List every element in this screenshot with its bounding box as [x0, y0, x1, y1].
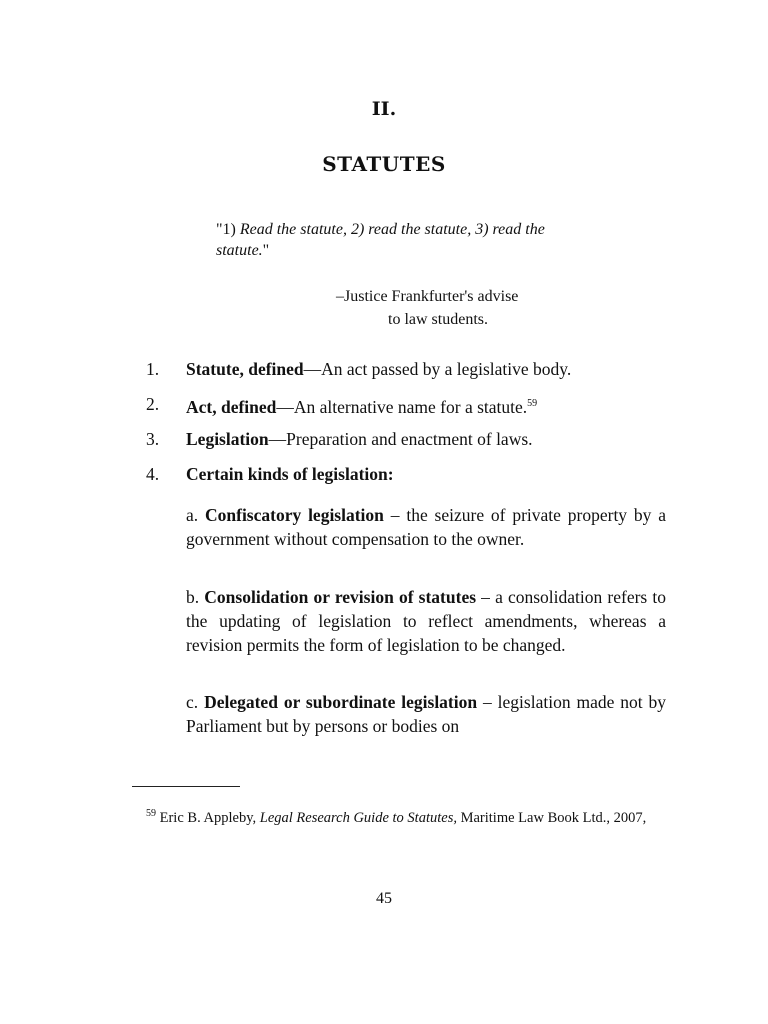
- chapter-number: II.: [371, 98, 397, 120]
- item-number: 4.: [146, 464, 160, 484]
- subitem-letter: c.: [186, 692, 199, 712]
- item-content: [186, 392, 537, 419]
- footnote-reference: 59: [527, 398, 538, 409]
- page-number: 45: [376, 890, 392, 907]
- item-number: 1.: [146, 359, 160, 379]
- subitem-term: Consolidation or revision of statutes: [204, 587, 477, 607]
- chapter-title: STATUTES: [322, 152, 446, 176]
- subitem-a: [186, 503, 666, 551]
- item-separator: —: [268, 429, 287, 449]
- list-item: [146, 462, 666, 497]
- item-term: Act, defined: [186, 396, 277, 417]
- quote-text: Read the statute, 2) read the statute, 3) read the statute.: [216, 221, 545, 259]
- quote-close: ": [262, 242, 270, 259]
- item-number: 3.: [146, 429, 160, 449]
- item-separator: —: [276, 396, 294, 417]
- footnote: [104, 803, 666, 829]
- subitem-letter: a.: [186, 505, 199, 525]
- attribution-line-2: to law students.: [388, 311, 488, 328]
- list-item: [146, 392, 666, 427]
- item-number: 2.: [146, 394, 160, 414]
- subitem-term: Confiscatory legislation: [205, 505, 384, 525]
- list-item: [146, 357, 666, 392]
- subitem-text: – legislation made not by Parliament but by persons or bodies on: [186, 692, 667, 736]
- footnote-publisher: Maritime Law Book Ltd., 2007,: [456, 809, 647, 826]
- subitem-text: – a consolidation refers to the updating of legislation to reflect amendments, whereas a revision permits the form of legislation to be changed.: [186, 587, 666, 655]
- footnote-marker: 59: [146, 808, 156, 819]
- epigraph-quote: [216, 219, 596, 261]
- item-term: Statute, defined: [186, 359, 304, 379]
- item-content: [186, 427, 533, 451]
- subitem-text: – the seizure of private property by a government without compensation to the owner.: [186, 505, 666, 549]
- item-text: An act passed by a legislative body.: [321, 359, 572, 379]
- attribution-line-1: –Justice Frankfurter's advise: [336, 288, 519, 305]
- quote-open: "1): [216, 221, 240, 238]
- item-content: [186, 462, 394, 486]
- item-term: Certain kinds of legislation:: [186, 464, 394, 484]
- subitem-letter: b.: [186, 587, 200, 607]
- item-text: Preparation and enactment of laws.: [286, 429, 533, 449]
- subitem-term: Delegated or subordinate legislation: [204, 692, 478, 712]
- item-separator: —: [303, 359, 322, 379]
- subitem-b: [186, 585, 666, 657]
- item-content: [186, 357, 571, 381]
- footnote-author: Eric B. Appleby,: [156, 809, 260, 826]
- numbered-list: [146, 357, 666, 497]
- footnote-title: Legal Research Guide to Statutes,: [259, 809, 457, 826]
- footnote-divider: [132, 786, 240, 787]
- item-text: An alternative name for a statute.: [293, 396, 528, 417]
- item-term: Legislation: [186, 429, 269, 449]
- list-item: [146, 427, 666, 462]
- subitem-c: [186, 690, 666, 738]
